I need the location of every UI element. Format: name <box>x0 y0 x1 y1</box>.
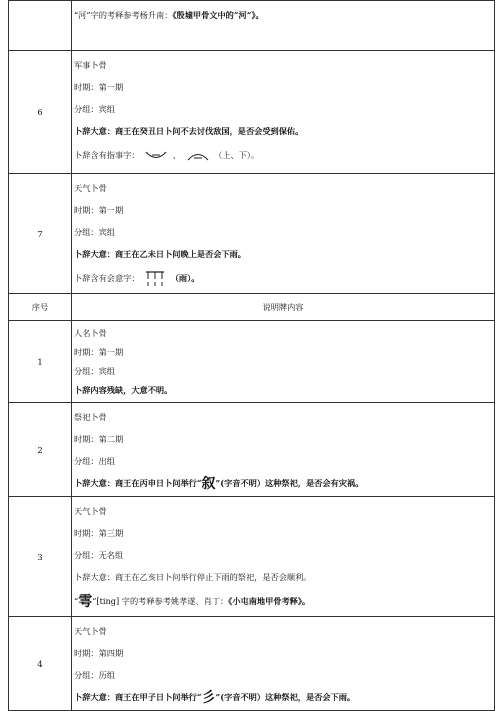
row-number-cell: 3 <box>9 497 72 617</box>
oracle-xia-glyph-icon <box>186 149 210 163</box>
item-meaning: 卜辞大意：商王在癸丑日卜问不去讨伐敌国，是否会受到保佑。 <box>74 126 304 136</box>
item-note <box>74 588 492 614</box>
table-row <box>9 403 495 497</box>
oracle-rain-glyph-icon <box>144 270 166 288</box>
item-group: 分组：历组 <box>74 670 115 680</box>
item-group: 分组：宾组 <box>74 227 115 237</box>
row-number-cell: 2 <box>9 403 72 497</box>
item-period: 时期：第一期 <box>74 82 124 92</box>
item-title: 天气卜骨 <box>74 626 107 636</box>
note-separator: 、 <box>172 150 181 160</box>
ref-line <box>74 4 492 26</box>
item-period: 时期：第三期 <box>74 528 124 538</box>
oracle-character: 叙 <box>201 476 216 492</box>
item-period: 时期：第二期 <box>74 434 124 444</box>
label-table <box>8 0 495 711</box>
item-period: 时期：第一期 <box>74 347 124 357</box>
row-content-cell <box>72 497 495 617</box>
table-row <box>9 497 495 617</box>
note-text: ”[ting] 字的考释参考姚孝遂、肖丁： <box>92 596 229 606</box>
oracle-character: 雩 <box>78 594 93 610</box>
item-title: 天气卜骨 <box>74 506 107 516</box>
row-number-cell: 7 <box>9 174 72 294</box>
note-suffix: （上、下）。 <box>214 150 260 160</box>
item-group: 分组：宾组 <box>74 104 115 114</box>
note-open-quote: “ <box>74 596 79 606</box>
item-group: 分组：无名组 <box>74 550 124 560</box>
item-note <box>74 265 492 291</box>
table-header-row <box>9 294 495 321</box>
row-content-cell <box>72 51 495 174</box>
item-group: 分组：出组 <box>74 456 115 466</box>
item-meaning: 卜辞内容残缺，大意不明。 <box>74 385 173 395</box>
row-content-cell <box>72 403 495 497</box>
item-meaning: 卜辞大意：商王在乙未日卜问晚上是否会下雨。 <box>74 249 246 259</box>
table-row <box>9 174 495 294</box>
oracle-character: 彡 <box>201 690 216 706</box>
row-number-cell: 6 <box>9 51 72 174</box>
item-title: 人名卜骨 <box>74 328 107 338</box>
row-content-cell <box>72 174 495 294</box>
oracle-shang-glyph-icon <box>144 149 168 163</box>
item-period: 时期：第一期 <box>74 205 124 215</box>
note-prefix: 卜辞含有会意字： <box>74 273 140 283</box>
meaning-prefix: 卜辞大意：商王在甲子日卜问举行“ <box>74 692 202 702</box>
item-note <box>74 142 492 168</box>
row-content-cell <box>72 1 495 51</box>
exhibit-label-page <box>8 0 495 711</box>
table-row <box>9 51 495 174</box>
row-number-cell: 1 <box>9 321 72 403</box>
row-number-cell: 4 <box>9 617 72 711</box>
item-title: 军事卜骨 <box>74 60 107 70</box>
table-row <box>9 1 495 51</box>
item-meaning: 卜辞大意：商王在乙亥日卜问举行停止下雨的祭祀，是否会顺利。 <box>74 572 312 582</box>
item-title: 祭祀卜骨 <box>74 412 107 422</box>
note-reference: 《小屯南地甲骨考释》。 <box>228 596 311 606</box>
table-row <box>9 617 495 711</box>
item-title: 天气卜骨 <box>74 183 107 193</box>
header-content: 说明牌内容 <box>72 294 495 321</box>
item-meaning <box>74 472 492 494</box>
note-suffix: （雨）。 <box>170 273 200 283</box>
row-content-cell <box>72 321 495 403</box>
header-num: 序号 <box>9 294 72 321</box>
meaning-prefix: 卜辞大意：商王在丙申日卜问举行“ <box>74 478 202 488</box>
meaning-suffix: ”(字音不明）这种祭祀，是否会下雨。 <box>215 692 356 702</box>
meaning-suffix: ”(字音不明）这种祭祀，是否会有灾祸。 <box>215 478 364 488</box>
item-group: 分组：宾组 <box>74 366 115 376</box>
table-row <box>9 321 495 403</box>
item-meaning <box>74 686 492 708</box>
ref-text: “河”字的考释参考杨升南： <box>74 10 173 20</box>
ref-title: 《殷墟甲骨文中的“河”》。 <box>172 10 264 20</box>
note-prefix: 卜辞含有指事字： <box>74 150 140 160</box>
row-number-cell <box>9 1 72 51</box>
row-content-cell <box>72 617 495 711</box>
item-period: 时期：第四期 <box>74 648 124 658</box>
